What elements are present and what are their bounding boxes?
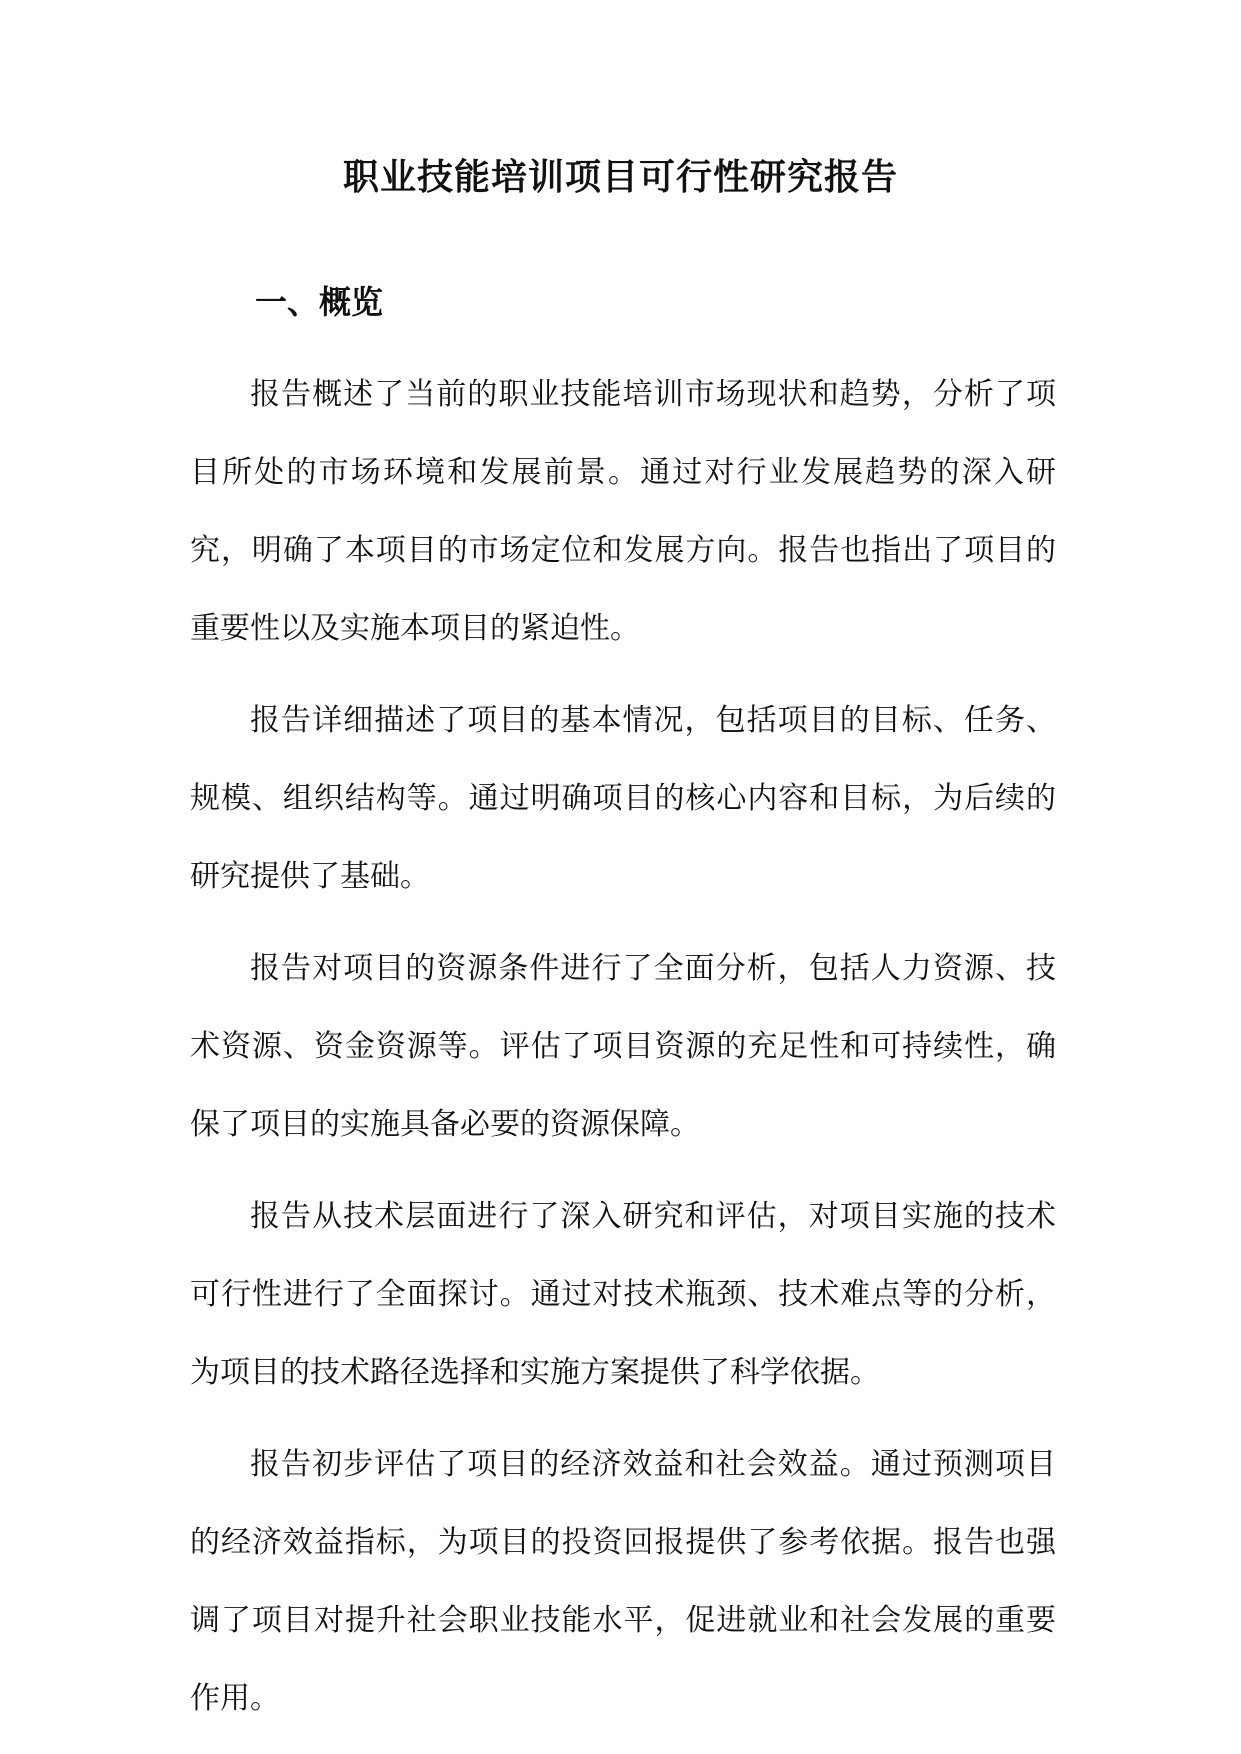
paragraph: 报告初步评估了项目的经济效益和社会效益。通过预测项目的经济效益指标，为项目的投资回报提供了参考依据。报告也强调了项目对提升社会职业技能水平，促进就业和社会发展的重要作用。 [190, 1447, 1056, 1716]
paragraph: 报告详细描述了项目的基本情况，包括项目的目标、任务、规模、组织结构等。通过明确项目的核心内容和目标，为后续的研究提供了基础。 [190, 703, 1056, 894]
document-body [190, 356, 1056, 1752]
paragraph: 报告对项目的资源条件进行了全面分析，包括人力资源、技术资源、资金资源等。评估了项目资源的充足性和可持续性，确保了项目的实施具备必要的资源保障。 [190, 951, 1056, 1142]
section-heading-overview: 一、概览 [255, 283, 384, 321]
document-title: 职业技能培训项目可行性研究报告 [342, 156, 898, 198]
paragraph: 报告从技术层面进行了深入研究和评估，对项目实施的技术可行性进行了全面探讨。通过对技术瓶颈、技术难点等的分析，为项目的技术路径选择和实施方案提供了科学依据。 [190, 1199, 1056, 1390]
paragraph: 报告概述了当前的职业技能培训市场现状和趋势，分析了项目所处的市场环境和发展前景。通过对行业发展趋势的深入研究，明确了本项目的市场定位和发展方向。报告也指出了项目的重要性以及实施本项目的紧迫性。 [190, 377, 1056, 646]
